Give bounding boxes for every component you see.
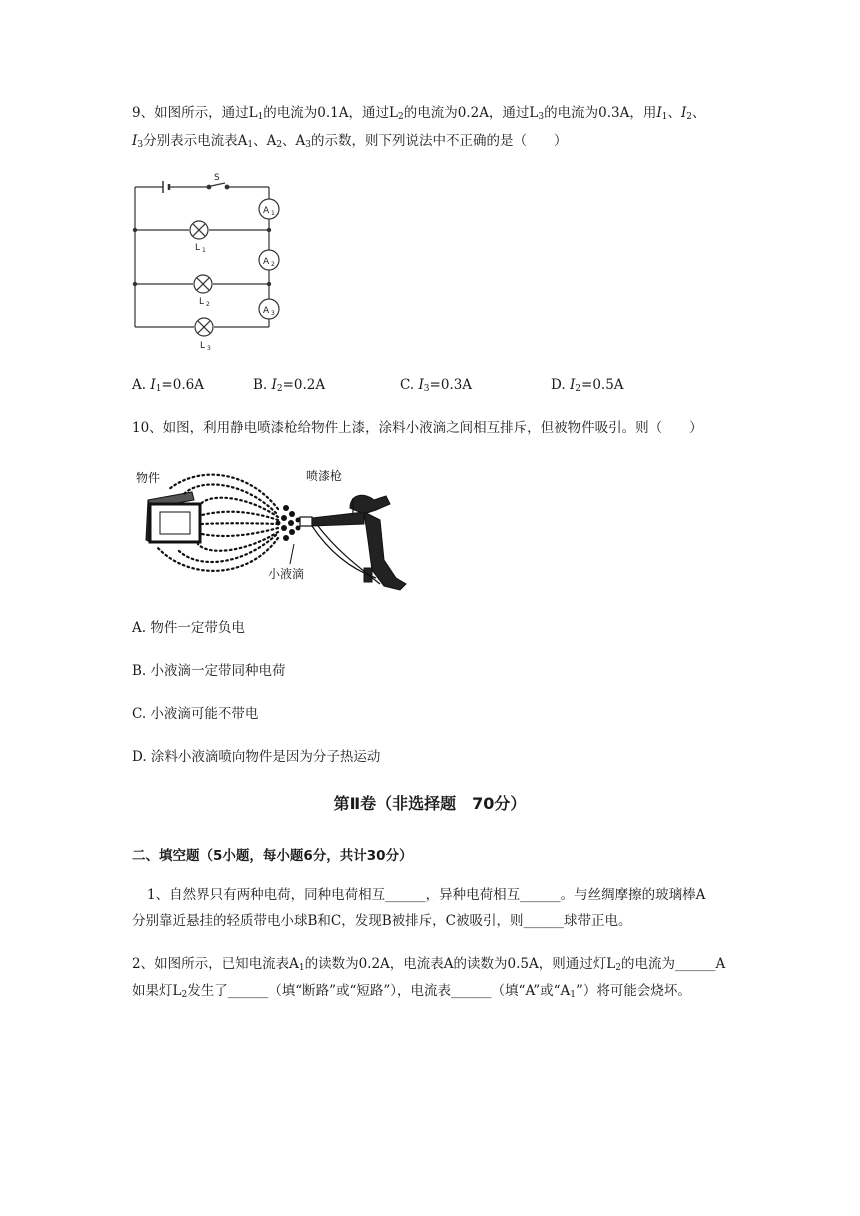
symbol-I: I — [569, 377, 576, 393]
ammeter-sub: 3 — [271, 310, 275, 317]
symbol-I: I — [150, 377, 156, 393]
text: 如果灯L — [132, 983, 182, 999]
ammeter-sub: 2 — [271, 261, 275, 268]
ammeter-label: A — [263, 306, 270, 316]
fill2-line1 — [132, 954, 725, 974]
sep: 、 — [253, 133, 267, 149]
q9-text: 的电流为0.3A，用 — [544, 105, 657, 121]
part-ii-title: 第Ⅱ卷（非选择题 70分） — [333, 794, 527, 813]
sub: 2 — [686, 112, 693, 122]
q10-option-b: B. 小液滴一定带同种电荷 — [132, 663, 286, 679]
option-value: =0.5A — [581, 377, 624, 393]
sub: 2 — [181, 990, 188, 1000]
lamp-label: L — [195, 243, 201, 253]
sub: 1 — [661, 112, 668, 122]
lamp-sub: 3 — [207, 345, 211, 352]
q9-text: 的电流为0.1A，通过L — [263, 105, 398, 121]
sub: 2 — [615, 963, 621, 973]
symbol-I: I — [680, 105, 687, 121]
ammeter-label: A — [263, 206, 270, 216]
q9-option-c — [400, 375, 472, 395]
sub: 3 — [538, 112, 545, 122]
label-object: 物件 — [136, 471, 161, 485]
symbol-I: I — [418, 377, 424, 393]
text: 的读数为0.2A，电流表A的读数为0.5A，则通过灯L — [304, 956, 616, 972]
label-spray-gun: 喷漆枪 — [306, 469, 343, 483]
option-letter: C. — [400, 377, 415, 393]
ammeter-label: A — [263, 257, 270, 267]
sub: 2 — [397, 112, 404, 122]
q9-option-b — [253, 375, 325, 395]
fill1-line1: 1、自然界只有两种电荷，同种电荷相互______，异种电荷相互______。与丝绸摩擦的玻璃棒A — [147, 887, 706, 903]
option-value: =0.6A — [161, 377, 204, 393]
q9-text: 如图所示，通过L — [154, 105, 258, 121]
q10-option-d: D. 涂料小液滴喷向物件是因为分子热运动 — [132, 749, 381, 765]
A: A — [266, 133, 277, 149]
sub: 3 — [137, 140, 144, 150]
q9-text: 分别表示电流表A — [143, 133, 248, 149]
q9-number: 9、 — [132, 105, 155, 121]
circuit-diagram — [125, 170, 295, 355]
q10-option-c: C. 小液滴可能不带电 — [132, 706, 259, 722]
sub: 1 — [570, 990, 577, 1000]
fill2-line2 — [132, 981, 691, 1001]
symbol-I: I — [656, 105, 662, 121]
label-droplet: 小液滴 — [268, 567, 305, 581]
A: A — [295, 133, 306, 149]
lamp-sub: 2 — [206, 301, 210, 308]
q9-option-a — [132, 375, 204, 395]
fill1-line2: 分别靠近悬挂的轻质带电小球B和C，发现B被排斥，C被吸引，则______球带正电。 — [132, 913, 632, 929]
q10-text: 10、如图，利用静电喷漆枪给物件上漆，涂料小液滴之间相互排斥，但被物件吸引。则（ ） — [132, 420, 703, 436]
q9-line1 — [132, 103, 706, 123]
sub: 1 — [247, 140, 254, 150]
lamp-label: L — [199, 297, 205, 307]
sep: 、 — [282, 133, 296, 149]
sub: 2 — [575, 384, 582, 394]
q9-text: 的电流为0.2A，通过L — [403, 105, 539, 121]
text: ”）将可能会烧坏。 — [576, 983, 691, 999]
text: 的电流为______A — [620, 956, 726, 972]
sub: 3 — [423, 384, 430, 394]
option-letter: A. — [132, 377, 147, 393]
option-value: =0.3A — [429, 377, 473, 393]
text: 发生了______（填“断路”或“短路”），电流表______（填“A”或“A — [187, 983, 571, 999]
option-value: =0.2A — [282, 377, 326, 393]
spray-gun-figure — [128, 460, 413, 595]
ammeter-sub: 1 — [271, 210, 275, 217]
symbol-I: I — [271, 377, 277, 393]
sub: 1 — [257, 112, 264, 122]
text: 2、如图所示，已知电流表A — [132, 956, 299, 972]
q9-text: 的示数，则下列说法中不正确的是（ ） — [311, 133, 568, 149]
lamp-label: L — [200, 341, 206, 351]
sub: 2 — [276, 140, 283, 150]
q9-line2 — [132, 131, 568, 151]
sub: 2 — [276, 384, 283, 394]
sub: 3 — [305, 140, 312, 150]
section-heading: 二、填空题（5小题，每小题6分，共计30分） — [132, 848, 413, 864]
sep: 、 — [667, 105, 681, 121]
sep: 、 — [692, 105, 706, 121]
option-letter: D. — [551, 377, 566, 393]
symbol-I: I — [132, 133, 138, 149]
q9-option-d — [551, 375, 624, 395]
option-letter: B. — [253, 377, 268, 393]
q10-option-a: A. 物件一定带负电 — [132, 620, 245, 636]
sub: 1 — [155, 384, 162, 394]
sub: 1 — [298, 963, 305, 973]
switch-label: S — [214, 173, 220, 183]
lamp-sub: 1 — [202, 247, 206, 254]
